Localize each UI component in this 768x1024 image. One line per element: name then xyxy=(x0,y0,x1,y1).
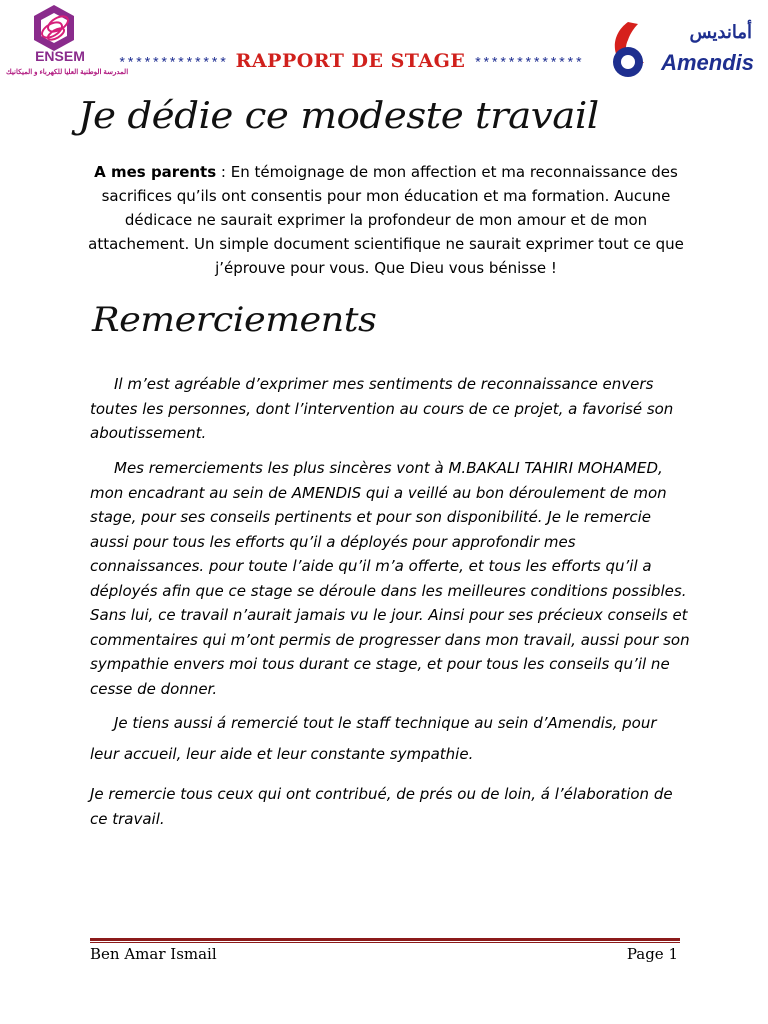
dedication-text: : En témoignage de mon affection et ma reconnaissance des sacrifices qu’ils ont consentis pour mon éducation et ma formation. Aucune dédicace ne saurait exprimer la profondeur de mon amour et de mon attachement. Un simple document scientifique ne saurait exprimer tout ce que j’éprouve pour vous. Que Dieu vous bénisse ! xyxy=(88,163,684,277)
dedication-heading: Je dédie ce modeste travail xyxy=(78,96,599,137)
ensem-logo-arabic: المدرسة الوطنية العليا للكهرباء و الميكانيك xyxy=(6,69,129,76)
paragraph-text: Mes remerciements les plus sincères vont à M.BAKALI TAHIRI MOHAMED, mon encadrant au sein de AMENDIS qui a veillé au bon déroulement de mon stage, pour ses conseils pertinents et pour son disponibilité. Je le remercie aussi pour tous les efforts qu’il a déployés pour approfondir mes connaissances. pour toute l’aide qu’il m’a offerte, et tous les efforts qu’il a déployés afin que ce stage se déroule dans les meilleures conditions possibles. Sans lui, ce travail n’aurait jamais vu le jour. Ainsi pour ses précieux conseils et commentaires qui m’ont permis de progresser dans mon travail, aussi pour son sympathie envers moi tous durant ce stage, et pour tous les conseils qu’il ne cesse de donner. xyxy=(90,459,690,698)
footer-rule-thin xyxy=(90,942,680,943)
remerciements-paragraph-2 xyxy=(90,456,690,701)
remerciements-heading: Remerciements xyxy=(92,300,377,340)
paragraph-text: Il m’est agréable d’exprimer mes sentiments de reconnaissance envers toutes les personnes, dont l’intervention au cours de ce projet, a favorisé son aboutissement. xyxy=(90,375,674,442)
footer-rule xyxy=(90,938,680,941)
remerciements-paragraph-3 xyxy=(90,708,690,770)
paragraph-text: Je tiens aussi á remercié tout le staff technique au sein d’Amendis, pour leur accueil, leur aide et leur constante sympathie. xyxy=(90,714,657,763)
amendis-logo-name: Amendis xyxy=(661,50,754,75)
remerciements-paragraph-1 xyxy=(90,372,690,446)
dedication-lead: A mes parents xyxy=(94,163,217,181)
header-stars-right: ************* xyxy=(473,56,583,72)
ensem-logo-name: ENSEM xyxy=(35,48,85,64)
dedication-paragraph xyxy=(86,160,686,280)
footer-author: Ben Amar Ismail xyxy=(90,945,217,963)
amendis-logo-arabic: أمانديس xyxy=(689,22,752,42)
report-title: RAPPORT DE STAGE xyxy=(235,50,466,72)
remerciements-paragraph-4: Je remercie tous ceux qui ont contribué, de prés ou de loin, á l’élaboration de ce travail. xyxy=(90,785,673,828)
header-title xyxy=(118,50,618,74)
footer-page-number: Page 1 xyxy=(626,945,678,963)
page-header xyxy=(0,0,768,92)
header-stars-left: ************* xyxy=(118,56,228,72)
